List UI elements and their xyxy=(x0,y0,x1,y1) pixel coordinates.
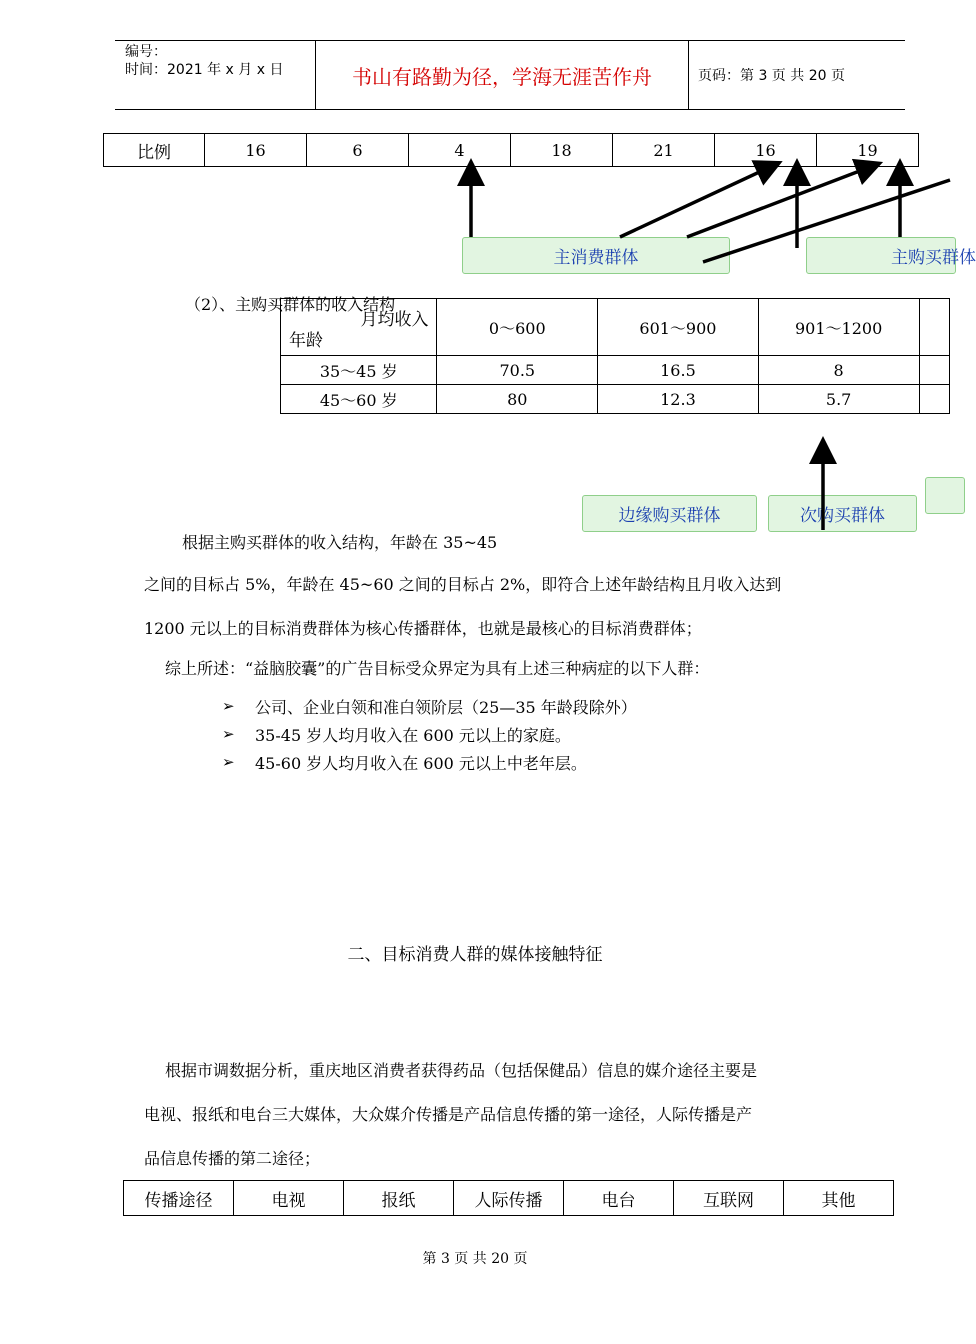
media-cell: 传播途径 xyxy=(124,1181,234,1216)
corner-bottom-label: 年龄 xyxy=(289,331,323,351)
media-cell: 电台 xyxy=(564,1181,674,1216)
income-column-header: 0～600 xyxy=(437,299,598,356)
income-column-header: 901～1200 xyxy=(758,299,919,356)
income-cell: 70.5 xyxy=(437,356,598,385)
number-label: 编号： xyxy=(125,44,167,60)
income-row-age: 35～45 岁 xyxy=(281,356,437,385)
corner-top-label: 月均收入 xyxy=(360,310,429,330)
list-item-text: 35-45 岁人均月收入在 600 元以上的家庭。 xyxy=(255,725,571,745)
target-audience-list xyxy=(222,692,637,776)
time-label: 时间：2021 年 x 月 x 日 xyxy=(125,62,284,78)
income-section-title: （2）、主购买群体的收入结构 xyxy=(185,295,396,314)
media-cell: 报纸 xyxy=(344,1181,454,1216)
ratio-label: 比例 xyxy=(104,134,205,167)
arrow-bullet-icon: ➢ xyxy=(222,753,235,771)
media-channel-table xyxy=(123,1180,894,1216)
income-paragraph-line-2: 之间的目标占 5%，年龄在 45~60 之间的目标占 2%，即符合上述年龄结构且月收入达到 xyxy=(144,575,782,594)
income-paragraph-line-3: 1200 元以上的目标消费群体为核心传播群体，也就是最核心的目标消费群体； xyxy=(144,619,702,638)
list-item xyxy=(222,748,637,776)
ratio-value: 16 xyxy=(715,134,817,167)
table-row xyxy=(124,1181,894,1216)
income-cell: 12.3 xyxy=(598,385,759,414)
income-column-header: 601～900 xyxy=(598,299,759,356)
media-cell: 互联网 xyxy=(674,1181,784,1216)
ratio-value: 18 xyxy=(511,134,613,167)
header-motto: 书山有路勤为径，学海无涯苦作舟 xyxy=(315,41,689,109)
secondary-buyer-group-box: 次购买群体 xyxy=(768,495,917,532)
arrow-bullet-icon: ➢ xyxy=(222,725,235,743)
media-section-title: 二、目标消费人群的媒体接触特征 xyxy=(347,945,603,965)
income-row-age: 45～60 岁 xyxy=(281,385,437,414)
ratio-value: 16 xyxy=(205,134,307,167)
media-paragraph-line-1: 根据市调数据分析，重庆地区消费者获得药品（包括保健品）信息的媒介途径主要是 xyxy=(165,1061,758,1080)
arrow-bullet-icon: ➢ xyxy=(222,697,235,715)
list-item-text: 45-60 岁人均月收入在 600 元以上中老年层。 xyxy=(255,753,587,773)
header-page-label: 页码：第 3 页 共 20 页 xyxy=(698,68,845,84)
ratio-value: 4 xyxy=(409,134,511,167)
main-consumer-group-box: 主消费群体 xyxy=(462,237,730,274)
arrow-line xyxy=(687,167,870,237)
arrow-line xyxy=(703,180,950,262)
list-item xyxy=(222,720,637,748)
income-cell: 80 xyxy=(437,385,598,414)
media-paragraph-line-2: 电视、报纸和电台三大媒体，大众媒介传播是产品信息传播的第一途径，人际传播是产 xyxy=(144,1105,753,1124)
arrow-line xyxy=(620,167,770,237)
income-cell: 5.7 xyxy=(758,385,919,414)
list-item-text: 公司、企业白领和准白领阶层（25—35 年龄段除外） xyxy=(255,697,637,717)
income-paragraph-line-1: 根据主购买群体的收入结构，年龄在 35~45 xyxy=(182,533,498,552)
ratio-value: 21 xyxy=(613,134,715,167)
edge-buyer-group-box: 边缘购买群体 xyxy=(582,495,757,532)
media-cell: 其他 xyxy=(784,1181,894,1216)
media-cell: 人际传播 xyxy=(454,1181,564,1216)
summary-paragraph: 综上所述：“益脑胶囊”的广告目标受众界定为具有上述三种病症的以下人群： xyxy=(165,659,710,678)
ratio-value: 6 xyxy=(307,134,409,167)
ratio-value: 19 xyxy=(817,134,919,167)
media-paragraph-line-3: 品信息传播的第二途径； xyxy=(144,1149,321,1168)
main-buyer-group-box: 主购买群体 xyxy=(806,237,956,274)
income-cell: 8 xyxy=(758,356,919,385)
media-cell: 电视 xyxy=(234,1181,344,1216)
income-cell: 16.5 xyxy=(598,356,759,385)
list-item xyxy=(222,692,637,720)
page-footer: 第 3 页 共 20 页 xyxy=(422,1251,528,1267)
